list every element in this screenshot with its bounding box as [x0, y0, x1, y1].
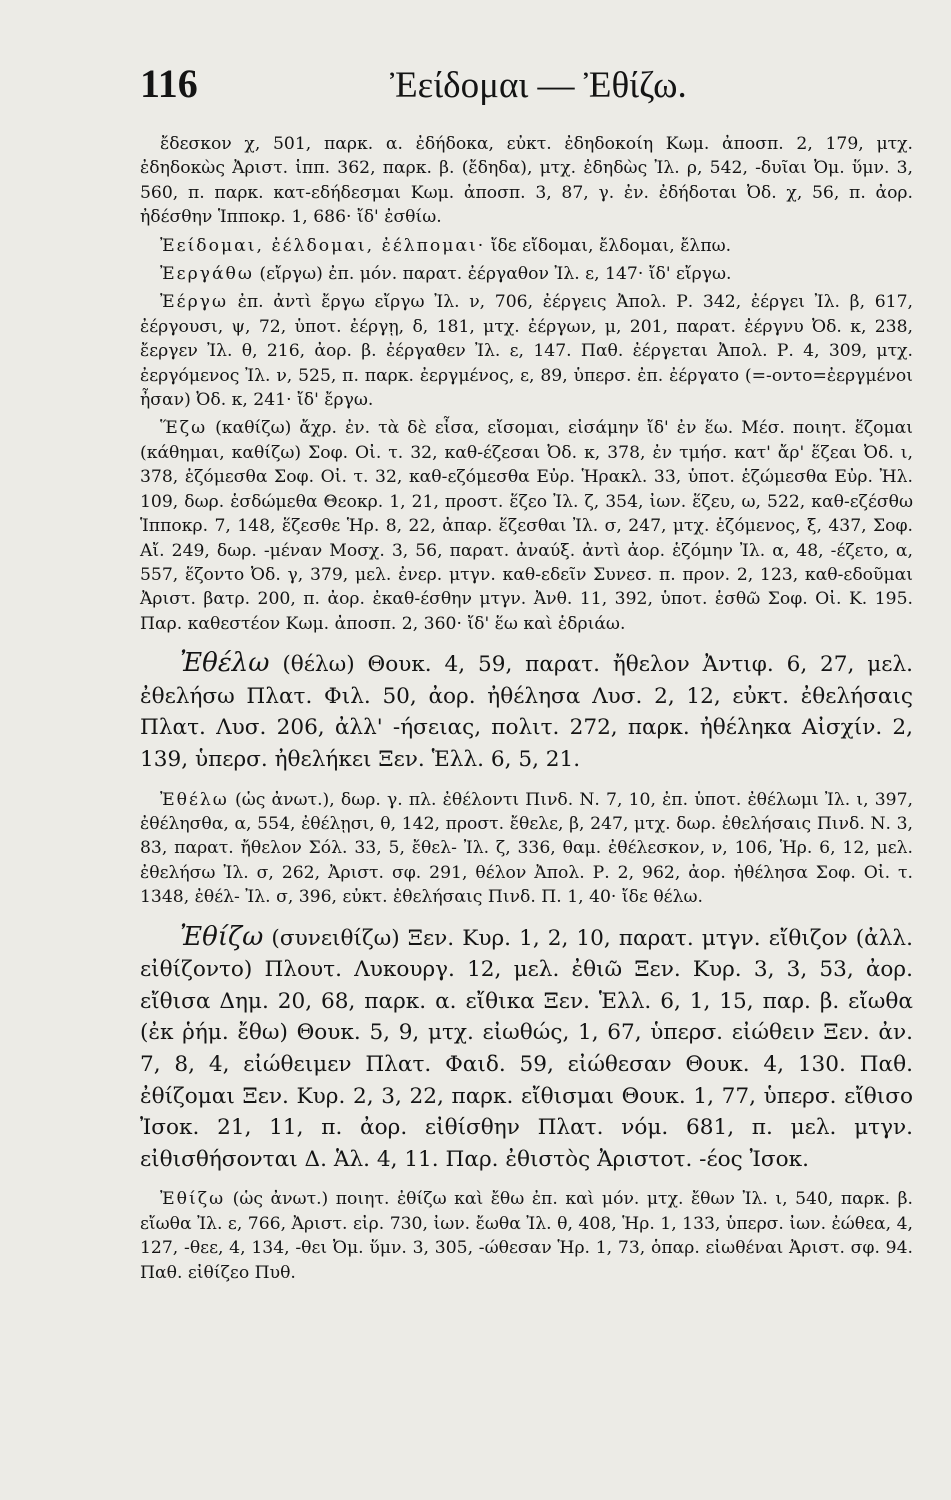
entry-text: (εἴργω) ἐπ. μόν. παρατ. ἐέργαθον Ἰλ. ε, 147· ἴδ' εἴργω.: [259, 264, 732, 285]
entry-text: ἐπ. ἀντὶ ἔργω εἴργω Ἰλ. ν, 706, ἐέργεις Ἀπολ. Ρ. 342, ἐέργει Ἰλ. β, 617, ἐέργουσι, ψ, 72, ὑποτ. ἐέργῃ, δ, 181, μτχ. ἐέργων, μ, 201, παρατ. ἐέργνυ Ὀδ. κ, 238, ἔεργεν Ἰλ. θ, 216, ἀορ. β. ἐέργαθεν Ἰλ. ε, 147. Παθ. ἐέργεται Ἀπολ. Ρ. 4, 309, μτχ. ἐεργόμενος Ἰλ. ν, 525, π. παρκ. ἐεργμένος, ε, 89, ὑπερσ. ἐπ. ἐέργατο (=-οντο=ἐεργμένοι ἦσαν) Ὀδ. κ, 241· ἴδ' ἔργω.: [140, 292, 913, 411]
page-number: 116: [140, 61, 198, 106]
entry-headword: Ἐθέλω: [160, 789, 229, 810]
running-head: Ἐείδομαι — Ἐθίζω.: [390, 65, 687, 106]
entry-headword: Ἐεργάθω: [160, 264, 254, 285]
entry-eergo: [140, 290, 913, 412]
entry-text: (ὡς ἀνωτ.), δωρ. γ. πλ. ἐθέλοντι Πινδ. Ν. 7, 10, ἐπ. ὑποτ. ἐθέλωμι Ἰλ. ι, 397, ἐθέλησθα, α, 554, ἐθέλῃσι, θ, 142, προστ. ἔθελε, β, 247, μτχ. δωρ. ἐθελήσαις Πινδ. Ν. 3, 83, παρατ. ἤθελον Σόλ. 33, 5, ἔθελ- Ἰλ. ζ, 336, θαμ. ἐθέλεσκον, ν, 106, Ἡρ. 6, 12, μελ. ἐθελήσω Ἰλ. σ, 262, Ἀριστ. σφ. 291, θέλον Ἀπολ. Ρ. 2, 962, ἀορ. ἠθέλησα Σοφ. Οἰ. τ. 1348, ἐθέλ- Ἰλ. σ, 396, εὐκτ. ἐθελήσαις Πινδ. Π. 1, 40· ἴδε θέλω.: [140, 789, 913, 908]
entry-eergatho: [140, 262, 913, 286]
entry-ethizo: [140, 922, 913, 1176]
entry-headword: Ἐείδομαι, ἐέλδομαι, ἐέλπομαι·: [160, 235, 486, 256]
entry-headword: Ἐθέλω: [180, 648, 270, 679]
entry-text: (ὡς ἀνωτ.) ποιητ. ἐθίζω καὶ ἔθω ἐπ. καὶ μόν. μτχ. ἔθων Ἰλ. ι, 540, παρκ. β. εἴωθα Ἰλ. ε, 766, Ἀριστ. εἰρ. 730, ἰων. ἔωθα Ἰλ. θ, 408, Ἡρ. 1, 133, ὑπερσ. ἰων. ἐώθεα, 4, 127, -θεε, 4, 134, -θει Ὀμ. ὕμν. 3, 305, -ώθεσαν Ἡρ. 1, 73, ὁπαρ. εἰωθέναι Ἀριστ. σφ. 94. Παθ. εἰθίζεο Πυθ.: [140, 1189, 914, 1283]
entry-ethelo-poetic: [140, 788, 913, 910]
entry-text: (θέλω) Θουκ. 4, 59, παρατ. ἤθελον Ἀντιφ. 6, 27, μελ. ἐθελήσω Πλατ. Φιλ. 50, ἀορ. ἠθέλησα Λυσ. 2, 12, εὐκτ. ἐθελήσαις Πλατ. Λυσ. 206, ἀλλ' -ήσειας, πολιτ. 272, παρκ. ἠθέληκα Αἰσχίν. 2, 139, ὑπερσ. ἠθελήκει Ξεν. Ἑλλ. 6, 5, 21.: [140, 652, 913, 772]
entry-headword: Ἐθίζω: [160, 1189, 226, 1210]
entry-headword: Ἐθίζω: [180, 921, 264, 952]
page-header: [140, 60, 913, 118]
entry-text: (συνειθίζω) Ξεν. Κυρ. 1, 2, 10, παρατ. μτγν. εἴθιζον (ἀλλ. εἰθίζοντο) Πλουτ. Λυκουργ. 12, μελ. ἐθιῶ Ξεν. Κυρ. 3, 3, 53, ἀορ. εἴθισα Δημ. 20, 68, παρκ. α. εἴθικα Ξεν. Ἑλλ. 6, 1, 15, παρ. β. εἴωθα (ἐκ ῥήμ. ἔθω) Θουκ. 5, 9, μτχ. εἰωθώς, 1, 67, ὑπερσ. εἰώθειν Ξεν. ἀν. 7, 8, 4, εἰώθειμεν Πλατ. Φαιδ. 59, εἰώθεσαν Θουκ. 4, 130. Παθ. ἐθίζομαι Ξεν. Κυρ. 2, 3, 22, παρκ. εἴθισμαι Θουκ. 1, 77, ὑπερσ. εἴθισο Ἰσοκ. 21, 11, π. ἀορ. εἰθίσθην Πλατ. νόμ. 681, π. μελ. μτγν. εἰθισθήσονται Δ. Ἁλ. 4, 11. Παρ. ἐθιστὸς Ἀριστοτ. -έος Ἰσοκ.: [140, 925, 913, 1172]
entry-headword: Ἕζω: [160, 418, 208, 439]
entry-text: ἴδε εἴδομαι, ἔλδομαι, ἔλπω.: [490, 235, 732, 256]
entry-text: (καθίζω) ἄχρ. ἐν. τὰ δὲ εἶσα, εἴσομαι, εἰσάμην ἴδ' ἐν ἕω. Μέσ. ποιητ. ἕζομαι (κάθημαι, καθίζω) Σοφ. Οἰ. τ. 32, καθ-έζεσαι Ὀδ. κ, 378, ἐν τμήσ. κατ' ἄρ' ἕζεαι Ὀδ. ι, 378, ἑζόμεσθα Σοφ. Οἰ. τ. 32, καθ-εζόμεσθα Εὐρ. Ἡρακλ. 33, ὑποτ. ἑζώμεσθα Εὐρ. Ἠλ. 109, δωρ. ἑσδώμεθα Θεοκρ. 1, 21, προστ. ἕζεο Ἰλ. ζ, 354, ἰων. ἕζευ, ω, 522, καθ-εζέσθω Ἱπποκρ. 7, 148, ἕζεσθε Ἡρ. 8, 22, ἀπαρ. ἕζεσθαι Ἰλ. σ, 247, μτχ. ἑζόμενος, ξ, 437, Σοφ. Αἴ. 249, δωρ. -μέναν Μοσχ. 3, 56, παρατ. ἀναύξ. ἀντὶ ἀορ. ἑζόμην Ἰλ. α, 48, -έζετο, α, 557, ἕζοντο Ὀδ. γ, 379, μελ. ἐνερ. μτγν. καθ-εδεῖν Συνεσ. π. προν. 2, 123, καθ-εδοῦμαι Ἀριστ. βατρ. 200, π. ἀορ. ἐκαθ-έσθην μτγν. Ἀνθ. 11, 392, ὑποτ. ἑσθῶ Σοφ. Οἰ. Κ. 195. Παρ. καθεστέον Κωμ. ἀποσπ. 2, 360· ἴδ' ἕω καὶ ἑδριάω.: [140, 418, 913, 634]
entry-ethizo-poetic: [140, 1187, 913, 1285]
entry-headword: Ἐέργω: [160, 292, 228, 313]
entry-text: ἔδεσκον χ, 501, παρκ. α. ἐδήδοκα, εὐκτ. ἐδηδοκοίη Κωμ. ἀποσπ. 2, 179, μτχ. ἐδηδοκὼς Ἀριστ. ἱππ. 362, παρκ. β. (ἔδηδα), μτχ. ἐδηδὼς Ἰλ. ρ, 542, -δυῖαι Ὀμ. ὕμν. 3, 560, π. παρκ. κατ-εδήδεσμαι Κωμ. ἀποσπ. 3, 87, γ. ἐν. ἐδήδοται Ὀδ. χ, 56, π. ἀορ. ἠδέσθην Ἱπποκρ. 1, 686· ἴδ' ἐσθίω.: [140, 134, 913, 228]
entry-eeidomai: [140, 234, 913, 258]
entry-hezo: [140, 416, 913, 636]
entry-continuation: [140, 132, 913, 230]
entry-ethelo: [140, 648, 913, 775]
